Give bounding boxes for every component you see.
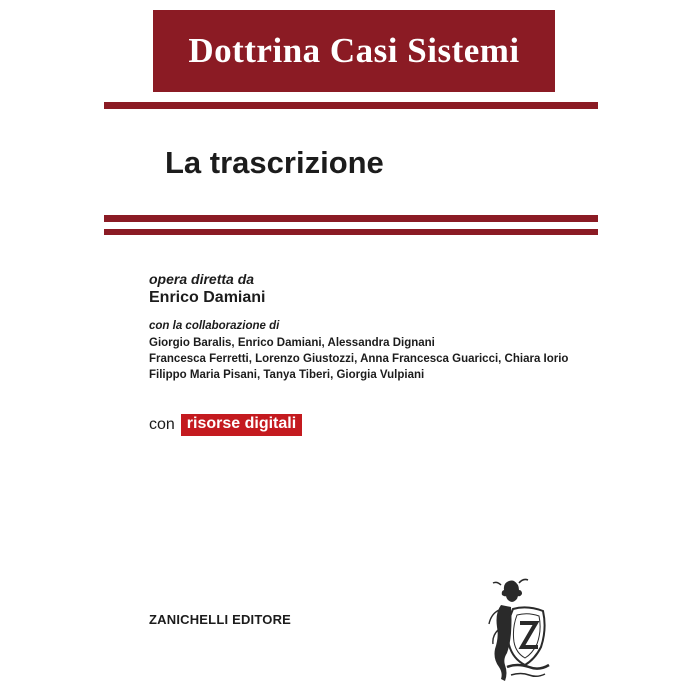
collaboration-label: con la collaborazione di <box>149 320 280 332</box>
digital-resources <box>149 414 302 436</box>
contributors-line: Giorgio Baralis, Enrico Damiani, Alessandra Dignani <box>149 337 435 349</box>
digital-prefix: con <box>149 416 175 433</box>
book-title: La trascrizione <box>165 145 384 180</box>
contributors-line: Filippo Maria Pisani, Tanya Tiberi, Giorgia Vulpiani <box>149 369 425 381</box>
top-rule <box>104 102 598 109</box>
direction-label: opera diretta da <box>149 271 255 287</box>
editor-name: Enrico Damiani <box>149 289 266 306</box>
divider-rule-lower <box>104 229 598 235</box>
series-banner <box>153 10 555 92</box>
divider-rule-upper <box>104 215 598 222</box>
zanichelli-emblem-icon <box>487 575 553 685</box>
contributors-line: Francesca Ferretti, Lorenzo Giustozzi, Anna Francesca Guaricci, Chiara Iorio <box>149 353 569 365</box>
contributors-list <box>149 335 568 383</box>
publisher-name: ZANICHELLI EDITORE <box>149 612 292 627</box>
digital-badge: risorse digitali <box>181 414 302 436</box>
book-cover <box>104 0 598 700</box>
series-title: Dottrina Casi Sistemi <box>188 31 520 70</box>
